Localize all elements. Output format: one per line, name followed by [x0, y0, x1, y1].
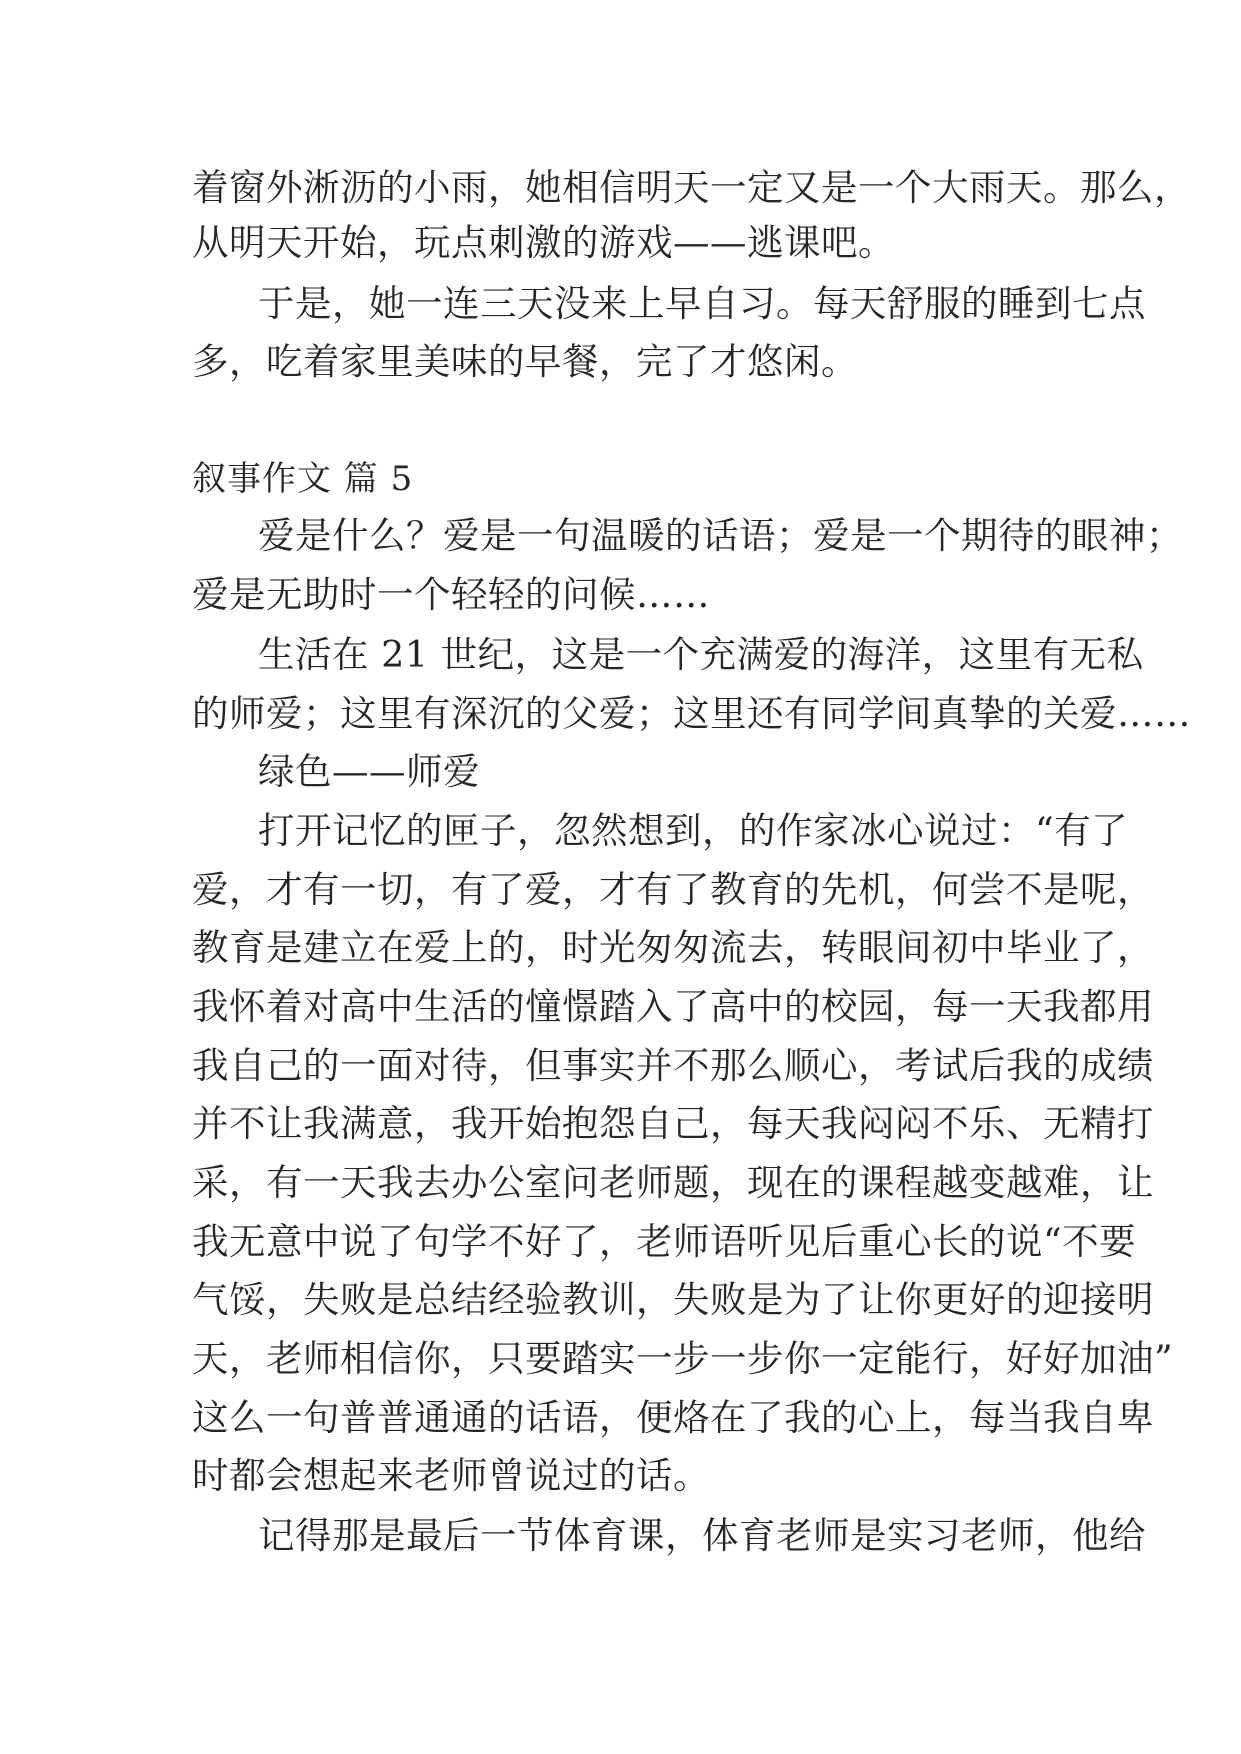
paragraph-line: 爱是无助时一个轻轻的问候…… [192, 573, 710, 616]
paragraph-line: 爱是什么？爱是一句温暖的话语；爱是一个期待的眼神； [258, 514, 1183, 557]
paragraph-line: 绿色——师爱 [258, 750, 480, 793]
paragraph-line: 打开记忆的匣子，忽然想到，的作家冰心说过：“有了 [258, 809, 1129, 852]
paragraph-line: 时都会想起来老师曾说过的话。 [192, 1454, 710, 1497]
paragraph-line: 从明天开始，玩点刺激的游戏——逃课吧。 [192, 221, 895, 264]
paragraph-line: 记得那是最后一节体育课，体育老师是实习老师，他给 [258, 1514, 1146, 1557]
paragraph-line: 生活在 21 世纪，这是一个充满爱的海洋，这里有无私 [258, 633, 1144, 676]
paragraph-line: 教育是建立在爱上的，时光匆匆流去，转眼间初中毕业了， [192, 926, 1154, 969]
paragraph-line: 这么一句普普通通的话语，便烙在了我的心上，每当我自卑 [192, 1396, 1154, 1439]
paragraph-line: 着窗外淅沥的小雨，她相信明天一定又是一个大雨天。那么， [192, 166, 1191, 209]
paragraph-line: 天，老师相信你，只要踏实一步一步你一定能行，好好加油” [192, 1337, 1174, 1380]
paragraph-line: 我自己的一面对待，但事实并不那么顺心，考试后我的成绩 [192, 1044, 1154, 1087]
section-title: 叙事作文 篇 5 [192, 459, 414, 499]
paragraph-line: 我无意中说了句学不好了，老师语听见后重心长的说“不要 [192, 1220, 1137, 1263]
paragraph-line: 采，有一天我去办公室问老师题，现在的课程越变越难，让 [192, 1161, 1154, 1204]
paragraph-line: 的师爱；这里有深沉的父爱；这里还有同学间真挚的关爱…… [192, 692, 1191, 735]
paragraph-line: 多，吃着家里美味的早餐，完了才悠闲。 [192, 340, 858, 383]
paragraph-line: 于是，她一连三天没来上早自习。每天舒服的睡到七点 [258, 282, 1146, 325]
paragraph-line: 爱，才有一切，有了爱，才有了教育的先机，何尝不是呢， [192, 868, 1154, 911]
paragraph-line: 气馁，失败是总结经验教训，失败是为了让你更好的迎接明 [192, 1278, 1154, 1321]
paragraph-line: 并不让我满意，我开始抱怨自己，每天我闷闷不乐、无精打 [192, 1102, 1154, 1145]
paragraph-line: 我怀着对高中生活的憧憬踏入了高中的校园，每一天我都用 [192, 985, 1154, 1028]
